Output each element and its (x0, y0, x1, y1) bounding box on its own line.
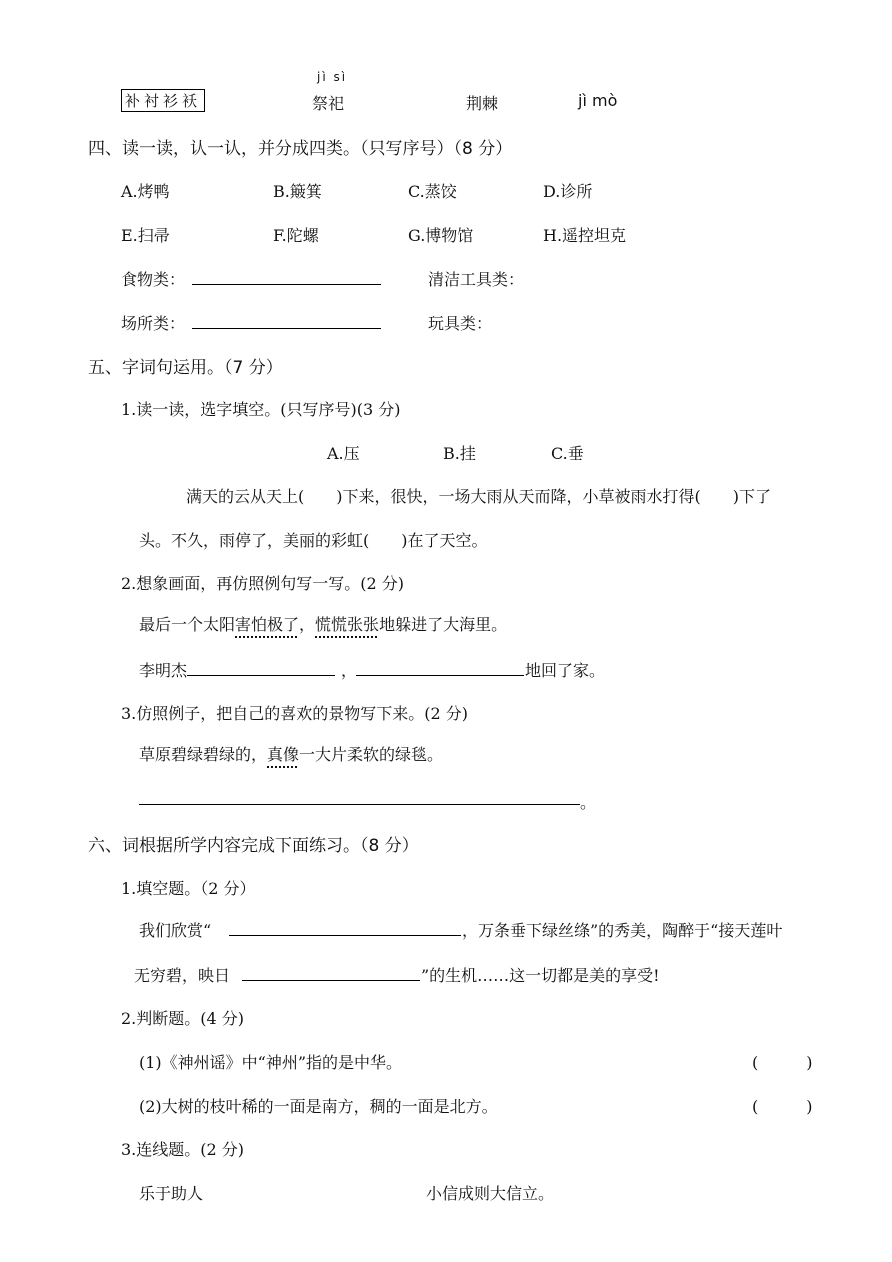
option-e: E.扫帚 (121, 226, 170, 245)
section-4-title: 四、读一读，认一认，并分成四类。（只写序号）（8 分） (88, 139, 513, 159)
s6-q3-title: 3.连线题。(2 分) (121, 1140, 245, 1159)
option-c: C.蒸饺 (408, 182, 457, 201)
s6-q1-title: 1.填空题。（2 分） (121, 879, 256, 898)
boxed-characters: 补衬衫袄 (121, 89, 205, 112)
s5-q3-title: 3.仿照例子，把自己的喜欢的景物写下来。(2 分) (121, 704, 469, 723)
category-clean-label: 清洁工具类： (428, 270, 525, 289)
s5-q1-title: 1.读一读，选字填空。(只写序号)(3 分) (121, 400, 401, 419)
word-jingji: 荆棘 (466, 94, 499, 113)
s6-q1-blank-2[interactable] (242, 980, 420, 981)
s5-q2-example (139, 612, 507, 635)
s6-q1-line1-start: 我们欣赏“ (139, 921, 212, 940)
s6-q1-blank-1[interactable] (229, 935, 461, 936)
section-6-title: 六、词根据所学内容完成下面练习。（8 分） (88, 836, 419, 856)
category-place-label: 场所类： (121, 314, 186, 333)
s6-q2-answer-1[interactable]: ( ) (752, 1053, 813, 1072)
option-f: F.陀螺 (273, 226, 319, 245)
s6-q2-title: 2.判断题。(4 分) (121, 1009, 245, 1028)
option-b: B.簸箕 (273, 182, 322, 201)
example-text: 草原碧绿碧绿的， (139, 745, 268, 764)
s5-q2-blank-2[interactable] (356, 675, 524, 676)
s5-q3-blank[interactable] (139, 804, 580, 805)
section-5-title: 五、字词句运用。（7 分） (88, 358, 283, 378)
category-toy-label: 玩具类： (428, 314, 493, 333)
s5-q1-passage-line2: 头。不久，雨停了，美丽的彩虹( )在了天空。 (139, 531, 488, 550)
s6-q1-line2-start: 无穷碧，映日 (134, 966, 231, 985)
example-text: 地躲进了大海里。 (379, 615, 508, 634)
option-h: H.遥控坦克 (543, 226, 627, 245)
s5-q2-blank-1[interactable] (187, 675, 335, 676)
pinyin-word: jì mò (578, 91, 618, 110)
s5-q2-comma: ， (341, 661, 358, 680)
category-place-blank[interactable] (192, 328, 381, 329)
pinyin-annotation: jì sì (317, 70, 348, 84)
dotted-emphasis: 真像 (267, 745, 300, 764)
s5-q3-period: 。 (580, 793, 597, 812)
dotted-emphasis: 害怕极了 (235, 615, 300, 634)
example-text: 一大片柔软的绿毯。 (299, 745, 444, 764)
s6-q1-line2-end: ”的生机……这一切都是美的享受! (421, 966, 660, 985)
example-text: 最后一个太阳 (139, 615, 236, 634)
s5-q1-option-c: C.垂 (551, 444, 584, 463)
s5-q2-fill-start: 李明杰 (139, 661, 188, 680)
s6-q2-item-1: (1)《神州谣》中“神州”指的是中华。 (139, 1053, 403, 1072)
s5-q2-fill-end: 地回了家。 (525, 661, 606, 680)
option-g: G.博物馆 (408, 226, 474, 245)
category-food-blank[interactable] (192, 284, 381, 285)
option-a: A.烤鸭 (121, 182, 170, 201)
s6-q3-right-item[interactable]: 小信成则大信立。 (426, 1184, 555, 1203)
s5-q3-example (139, 742, 443, 765)
s5-q1-passage-line1: 满天的云从天上( )下来，很快，一场大雨从天而降，小草被雨水打得( )下了 (186, 487, 771, 506)
s5-q1-option-a: A.压 (327, 444, 360, 463)
category-food-label: 食物类： (121, 270, 186, 289)
s6-q1-line1-end: ，万条垂下绿丝绦”的秀美，陶醉于“接天莲叶 (462, 921, 783, 940)
word-jisi: 祭祀 (312, 94, 345, 113)
example-text: ， (299, 615, 316, 634)
s6-q2-answer-2[interactable]: ( ) (752, 1097, 813, 1116)
s5-q1-option-b: B.挂 (443, 444, 476, 463)
option-d: D.诊所 (543, 182, 593, 201)
s6-q2-item-2: (2)大树的枝叶稀的一面是南方，稠的一面是北方。 (139, 1097, 498, 1116)
s6-q3-left-item[interactable]: 乐于助人 (139, 1184, 204, 1203)
dotted-emphasis: 慌慌张张 (315, 615, 380, 634)
s5-q2-title: 2.想象画面，再仿照例句写一写。(2 分) (121, 574, 405, 593)
